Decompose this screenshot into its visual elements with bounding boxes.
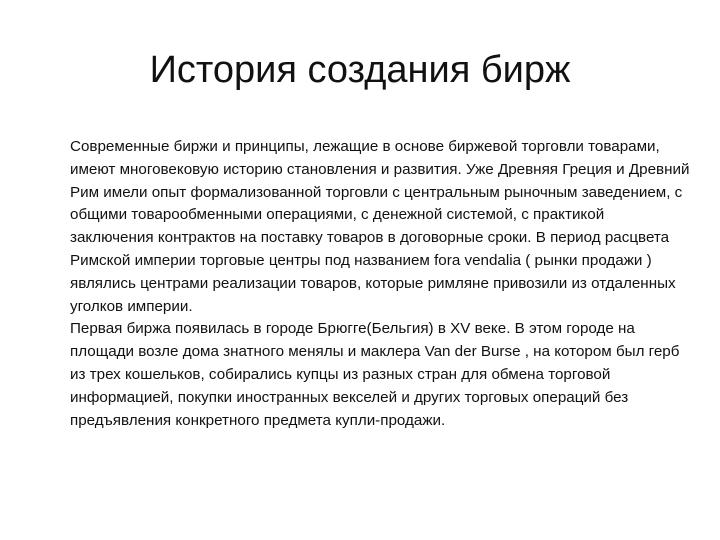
slide-title: История создания бирж: [149, 49, 571, 91]
body-paragraph-2: Первая биржа появилась в городе Брюгге(Бельгия) в XV веке. В этом городе на площади возле дома знатного менялы и маклера Van der Burse , на котором был герб из трех кошельков, собирались купцы из разных стран для обмена торговой информацией, покупки иностранных векселей и других торговых операций без предъявления конкретного предмета купли-продажи.: [70, 320, 680, 429]
slide-body: [70, 136, 690, 432]
body-paragraph-1: Современные биржи и принципы, лежащие в основе биржевой торговли товарами, имеют многовековую историю становления и развития. Уже Древняя Греция и Древний Рим имели опыт формализованной торговли с центральным рыночным заведением, с общими товарообменными операциями, с денежной системой, с практикой заключения контрактов на поставку товаров в договорные сроки. В период расцвета Римской империи торговые центры под названием fora vendalia ( рынки продажи ) являлись центрами реализации товаров, которые римляне привозили из отдаленных уголков империи.: [70, 138, 690, 315]
